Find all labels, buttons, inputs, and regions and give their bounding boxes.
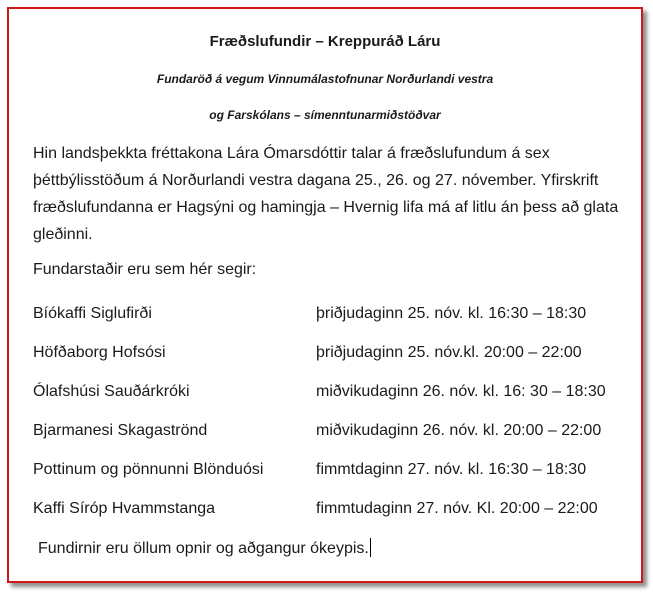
venue-time: þriðjudaginn 25. nóv.kl. 20:00 – 22:00 [316,344,582,361]
venue-row [33,344,639,366]
venue-row [33,383,639,405]
venue-place: Höfðaborg Hofsósi [33,344,166,361]
venue-row [33,422,639,444]
text-cursor [370,538,371,557]
venue-time: þriðjudaginn 25. nóv. kl. 16:30 – 18:30 [316,305,587,322]
document-frame [7,7,643,583]
venue-time: fimmtudaginn 27. nóv. Kl. 20:00 – 22:00 [316,500,598,517]
venue-time: miðvikudaginn 26. nóv. kl. 20:00 – 22:00 [316,422,602,439]
venue-place: Pottinum og pönnunni Blönduósi [33,461,264,478]
venue-place: Kaffi Síróp Hvammstanga [33,500,216,517]
document-title: Fræðslufundir – Kreppuráð Láru [209,33,441,50]
venue-row [33,305,639,327]
venue-time: miðvikudaginn 26. nóv. kl. 16: 30 – 18:30 [316,383,606,400]
venue-place: Bíókaffi Siglufirði [33,305,152,322]
venue-place: Bjarmanesi Skagaströnd [33,422,208,439]
subtitle-line-1: Fundaröð á vegum Vinnumálastofnunar Norðurlandi vestra [156,72,494,86]
venue-place: Ólafshúsi Sauðárkróki [33,383,190,400]
closing-text: Fundirnir eru öllum opnir og aðgangur ókeypis. [38,540,369,557]
venues-heading: Fundarstaðir eru sem hér segir: [33,261,257,278]
subtitle-line-2: og Farskólans – símenntunarmiðstöðvar [209,108,441,122]
venue-time: fimmtdaginn 27. nóv. kl. 16:30 – 18:30 [316,461,587,478]
venue-row [33,461,639,483]
closing-line[interactable] [38,538,371,558]
venue-row [33,500,639,522]
intro-paragraph: Hin landsþekkta fréttakona Lára Ómarsdóttir talar á fræðslufundum á sex þéttbýlisstöðum á Norðurlandi vestra dagana 25., 26. og 27. nóvember. Yfirskrift fræðslufundanna er Hagsýni og hamingja – Hvernig lifa má af litlu án þess að glata gleðinni. [33,145,619,243]
